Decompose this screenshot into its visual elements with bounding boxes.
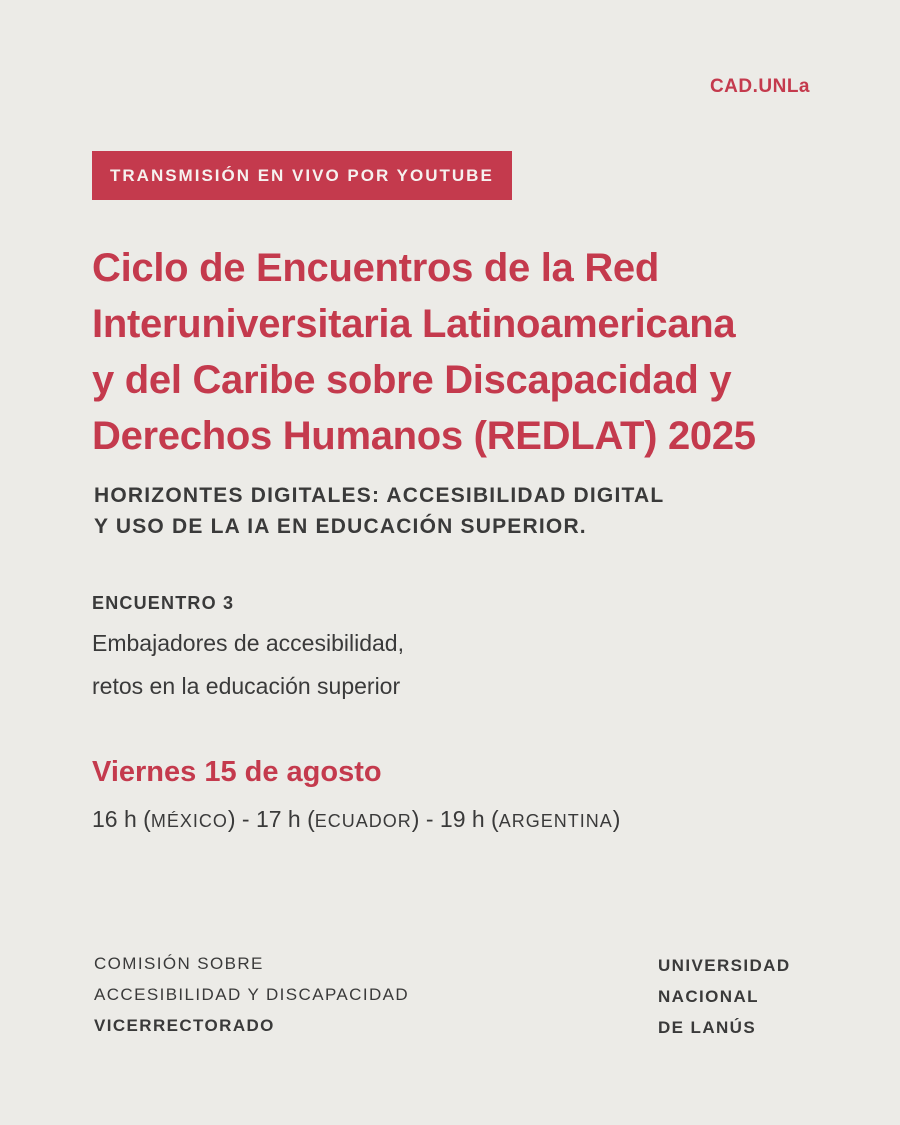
schedule-country-ecuador: ECUADOR	[314, 811, 412, 831]
event-date: Viernes 15 de agosto	[92, 756, 382, 788]
title-line: Interuniversitaria Latinoamericana	[92, 302, 736, 346]
organizer-line-bold: VICERRECTORADO	[94, 1016, 275, 1035]
title-line: y del Caribe sobre Discapacidad y	[92, 358, 732, 402]
event-title	[92, 240, 852, 464]
schedule-time-argentina: 19 h	[439, 806, 485, 832]
title-line: Derechos Humanos (REDLAT) 2025	[92, 414, 756, 458]
schedule-country-mexico: MÉXICO	[150, 811, 228, 831]
organizer-line: ACCESIBILIDAD Y DISCAPACIDAD	[94, 985, 410, 1004]
live-stream-banner	[92, 151, 512, 200]
organizer-commission	[94, 948, 409, 1041]
encuentro-line: retos en la educación superior	[92, 673, 401, 699]
title-line: Ciclo de Encuentros de la Red	[92, 246, 659, 290]
event-subtitle	[94, 480, 814, 542]
university-line: NACIONAL	[658, 987, 759, 1006]
schedule-time-mexico: 16 h	[92, 806, 137, 832]
schedule-time-ecuador: 17 h	[255, 806, 301, 832]
brand-logo-text: CAD.UNLa	[709, 76, 810, 97]
encuentro-description	[92, 622, 692, 708]
schedule-country-argentina: ARGENTINA	[498, 811, 613, 831]
university-name	[658, 950, 791, 1043]
subtitle-line: Y USO DE LA IA EN EDUCACIÓN SUPERIOR.	[94, 515, 587, 538]
encuentro-line: Embajadores de accesibilidad,	[92, 630, 404, 656]
encuentro-label: ENCUENTRO 3	[92, 593, 235, 613]
event-schedule: 16 h (MÉXICO) - 17 h (ECUADOR) - 19 h (ARGENTINA)	[92, 806, 621, 832]
subtitle-line: HORIZONTES DIGITALES: ACCESIBILIDAD DIGITAL	[94, 484, 665, 507]
university-line: DE LANÚS	[658, 1018, 757, 1037]
organizer-line: COMISIÓN SOBRE	[94, 954, 264, 973]
banner-label: TRANSMISIÓN EN VIVO POR YOUTUBE	[110, 165, 494, 185]
university-line: UNIVERSIDAD	[658, 956, 791, 975]
